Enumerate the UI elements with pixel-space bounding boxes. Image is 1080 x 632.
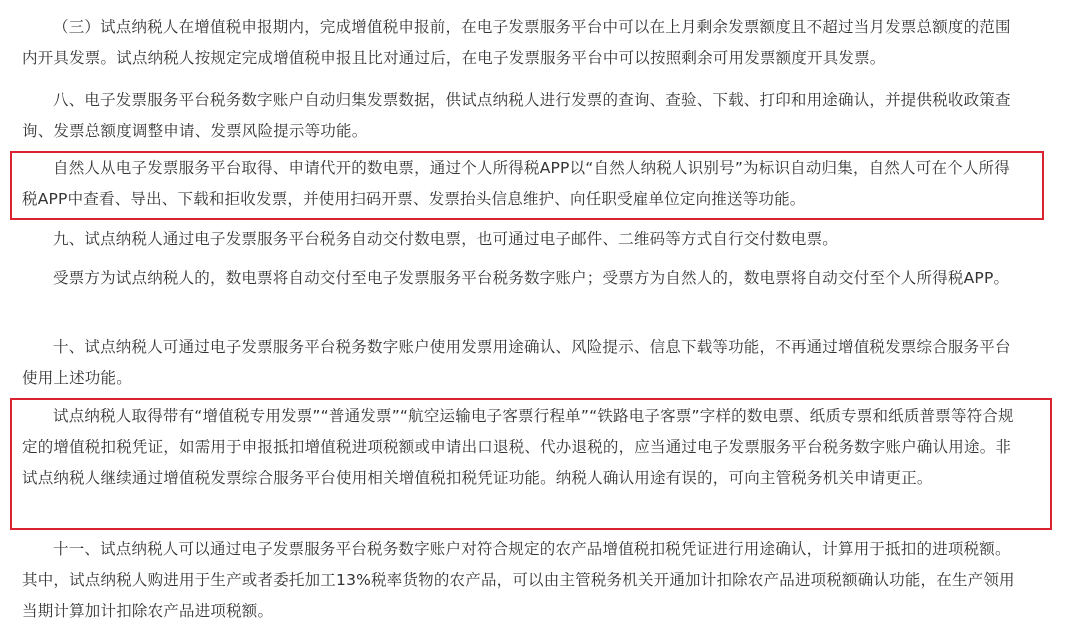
paragraph-recipient-delivery: 受票方为试点纳税人的，数电票将自动交付至电子发票服务平台税务数字账户；受票方为自然人的，数电票将自动交付至个人所得税APP。 [53,269,1010,287]
paragraph-deduction-voucher-confirmation: 试点纳税人取得带有“增值税专用发票”“普通发票”“航空运输电子客票行程单”“铁路电子客票”字样的数电票、纸质专票和纸质普票等符合规定的增值税扣税凭证，如需用于申报抵扣增值税进项税额或申请出口退税、代办退税的，应当通过电子发票服务平台税务数字账户确认用途。非试点纳税人继续通过增值税发票综合服务平台使用相关增值税扣税凭证功能。纳税人确认用途有误的，可向主管税务机关申请更正。 [22,407,1014,487]
paragraph-3-invoicing-during-filing: （三）试点纳税人在增值税申报期内，完成增值税申报前，在电子发票服务平台中可以在上月剩余发票额度且不超过当月发票总额度的范围内开具发票。试点纳税人按规定完成增值税申报且比对通过后，在电子发票服务平台中可以按照剩余可用发票额度开具发票。 [22,18,1011,67]
paragraph-natural-person-app: 自然人从电子发票服务平台取得、申请代开的数电票，通过个人所得税APP以“自然人纳税人识别号”为标识自动归集，自然人可在个人所得税APP中查看、导出、下载和拒收发票，并使用扫码开票、发票抬头信息维护、向任职受雇单位定向推送等功能。 [22,159,1010,208]
paragraph-9-delivery: 九、试点纳税人通过电子发票服务平台税务自动交付数电票，也可通过电子邮件、二维码等方式自行交付数电票。 [53,230,839,248]
paragraph-11-agricultural-products: 十一、试点纳税人可以通过电子发票服务平台税务数字账户对符合规定的农产品增值税扣税凭证进行用途确认，计算用于抵扣的进项税额。其中，试点纳税人购进用于生产或者委托加工13%税率货物的农产品，可以由主管税务机关开通加计扣除农产品进项税额确认功能，在生产领用当期计算加计扣除农产品进项税额。 [22,540,1015,620]
paragraph-10-usage-confirmation: 十、试点纳税人可通过电子发票服务平台税务数字账户使用发票用途确认、风险提示、信息下载等功能，不再通过增值税发票综合服务平台使用上述功能。 [22,338,1011,387]
paragraph-8-digital-account-functions: 八、电子发票服务平台税务数字账户自动归集发票数据，供试点纳税人进行发票的查询、查验、下载、打印和用途确认，并提供税收政策查询、发票总额度调整申请、发票风险提示等功能。 [22,91,1011,140]
